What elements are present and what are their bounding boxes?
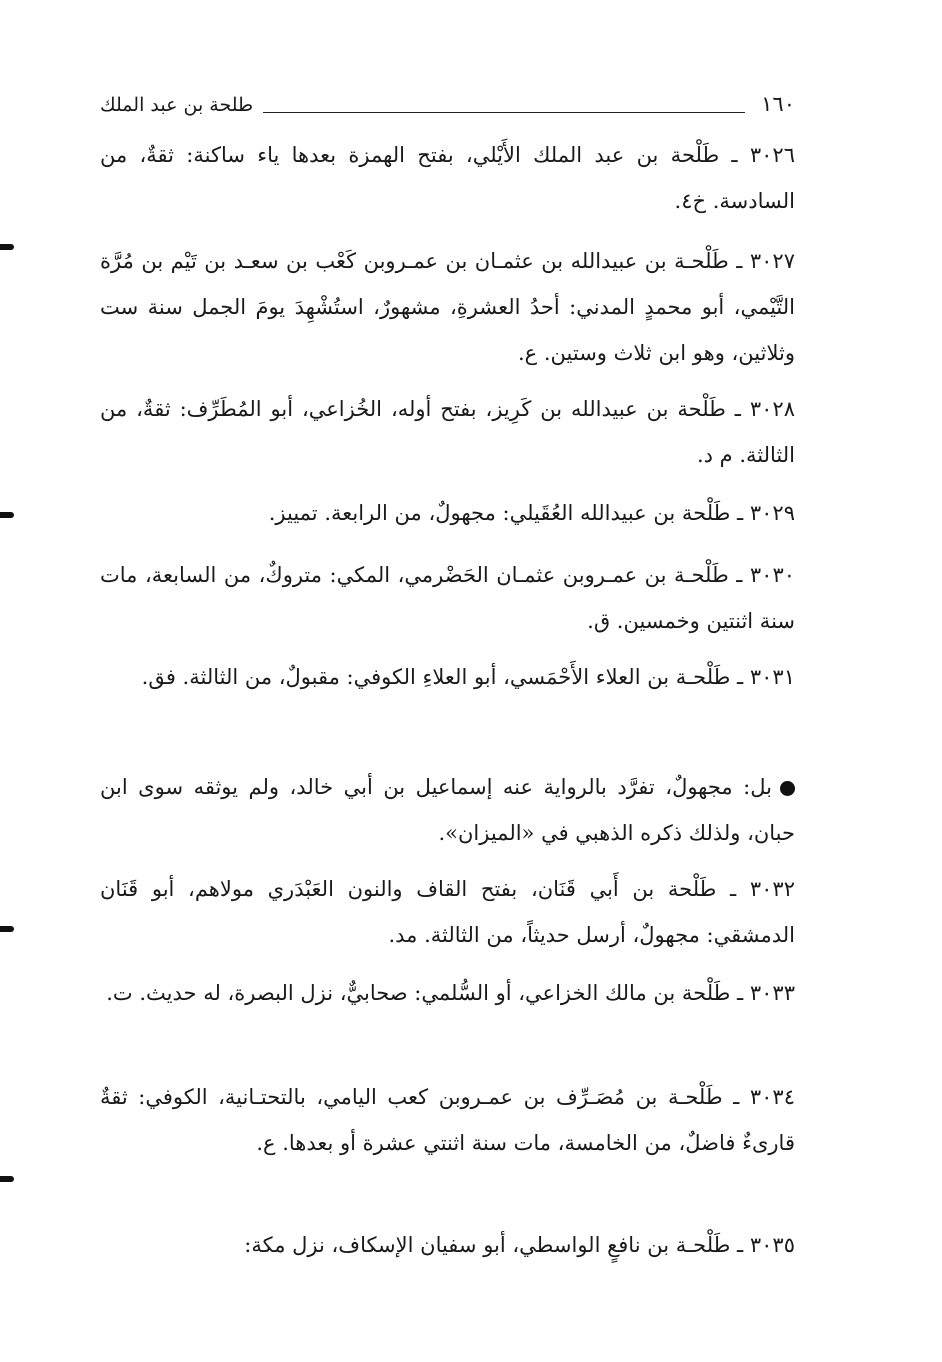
margin-mark xyxy=(0,512,14,518)
margin-mark xyxy=(0,1176,14,1182)
editor-note-text: بل: مجهولٌ، تفرَّد بالرواية عنه إسماعيل بن أبي خالد، ولم يوثقه سوى ابن حبان، ولذلك ذكره الذهبي في «الميزان». xyxy=(100,775,795,845)
entry-3029: ٣٠٢٩ ـ طَلْحة بن عبيدالله العُقَيلي: مجهولٌ، من الرابعة. تمييز. xyxy=(268,501,795,525)
header-rule xyxy=(263,112,745,113)
editor-note xyxy=(100,764,795,856)
bullet-icon xyxy=(780,781,795,796)
entry-3030: ٣٠٣٠ ـ طَلْحـة بن عمـروبن عثمـان الحَضْرمي، المكي: متروكٌ، من السابعة، مات سنة اثنتين وخمسين. ق. xyxy=(100,563,796,633)
entry-3032: ٣٠٣٢ ـ طَلْحة بن أَبي قَنَان، بفتح القاف والنون العَبْدَري مولاهم، أبو قَنَان الدمشقي: مجهولٌ، أرسل حديثاً، من الثالثة. مد. xyxy=(100,877,795,947)
entry-3035: ٣٠٣٥ ـ طَلْحـة بن نافعٍ الواسطي، أبو سفيان الإسكاف، نزل مكة: xyxy=(244,1233,795,1257)
entry-3034: ٣٠٣٤ ـ طَلْحـة بن مُصَـرِّف بن عمـروبن كعب اليامي، بالتحتـانية، الكوفي: ثقةٌ قارىءٌ فاضلٌ، من الخامسة، مات سنة اثنتي عشرة أو بعدها. ع. xyxy=(100,1085,795,1155)
entry-3027: ٣٠٢٧ ـ طَلْحـة بن عبيدالله بن عثمـان بن عمـروبن كَعْب بن سعـد بن تَيْم بن مُرَّة التَّيْمي، أبو محمدٍ المدني: أحدُ العشرةِ، مشهورٌ، استُشْهِدَ يومَ الجمل سنة ست وثلاثين، وهو ابن ثلاث وستين. ع. xyxy=(100,249,795,365)
running-header xyxy=(100,94,795,124)
entry-3031: ٣٠٣١ ـ طَلْحـة بن العلاء الأَحْمَسي، أبو العلاءِ الكوفي: مقبولٌ، من الثالثة. فق. xyxy=(141,665,795,689)
running-header-title: طلحة بن عبد الملك xyxy=(100,94,254,116)
entry-3033: ٣٠٣٣ ـ طَلْحة بن مالك الخزاعي، أو السُّلمي: صحابيٌّ، نزل البصرة، له حديث. ت. xyxy=(106,981,795,1005)
margin-mark xyxy=(0,244,14,250)
entry-3026: ٣٠٢٦ ـ طَلْحة بن عبد الملك الأَيْلي، بفتح الهمزة بعدها ياء ساكنة: ثقةٌ، من السادسة. خ٤. xyxy=(100,143,795,213)
page-number: ١٦٠ xyxy=(761,92,795,116)
margin-mark xyxy=(0,926,14,932)
entry-3028: ٣٠٢٨ ـ طَلْحة بن عبيدالله بن كَرِيز، بفتح أوله، الخُزاعي، أبو المُطَرِّف: ثقةٌ، من الثالثة. م د. xyxy=(100,397,795,467)
